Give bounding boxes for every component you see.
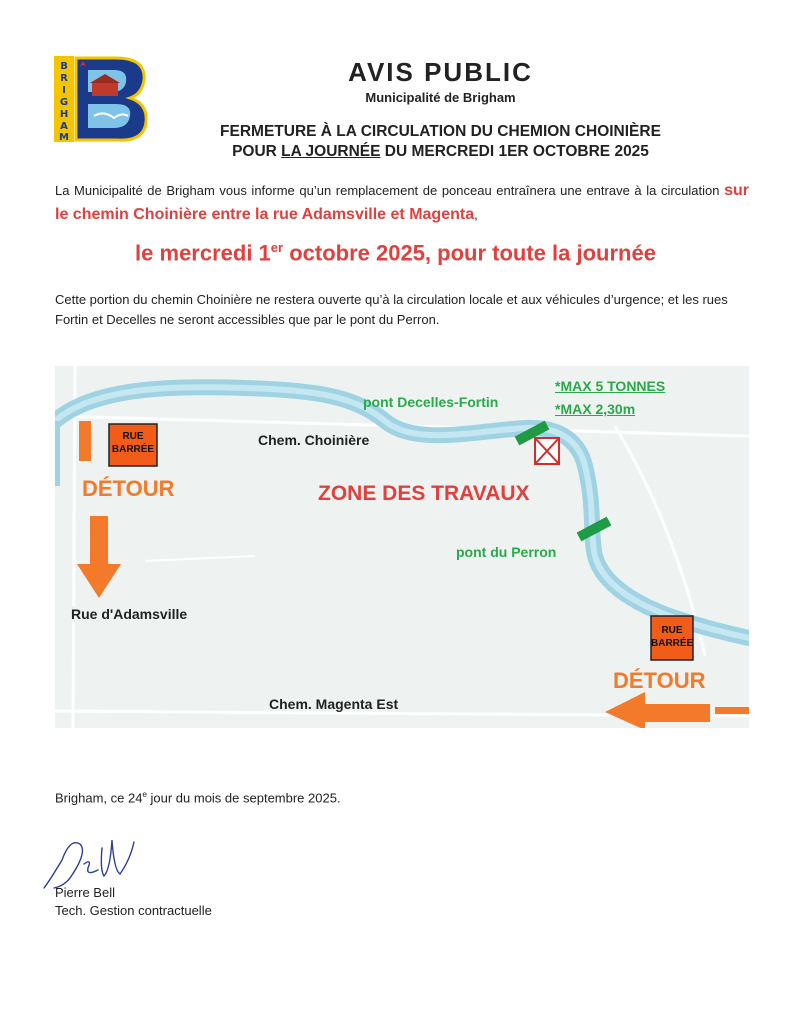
svg-text:G: G: [59, 97, 69, 108]
date-post: octobre 2025, pour toute la journée: [283, 240, 656, 266]
headline-line-2-pre: POUR: [232, 143, 282, 160]
closing-line: [55, 790, 341, 805]
date-sup: er: [270, 240, 284, 255]
svg-text:M: M: [59, 132, 69, 142]
road-block-line-2: BARRÉE: [651, 638, 694, 649]
pont-perron-label: pont du Perron: [456, 544, 557, 560]
detour-label-right: DÉTOUR: [613, 668, 706, 693]
detour-map: [55, 366, 749, 728]
intro-paragraph: [55, 179, 749, 227]
chem-magenta-label: Chem. Magenta Est: [269, 696, 399, 712]
chem-choiniere-label: Chem. Choinière: [258, 432, 370, 448]
page-title: AVIS PUBLIC: [348, 57, 533, 87]
date-pre: le mercredi 1: [135, 240, 271, 266]
work-zone-label: ZONE DES TRAVAUX: [318, 482, 530, 505]
rue-adamsville-label: Rue d'Adamsville: [71, 606, 188, 622]
closing-post: jour du mois de septembre 2025.: [146, 790, 341, 806]
closure-headline: [0, 122, 791, 162]
headline-line-2-post: DU MERCREDI 1ER OCTOBRE 2025: [380, 143, 649, 160]
max-weight-label: *MAX 5 TONNES: [555, 378, 666, 394]
headline-line-1: FERMETURE À LA CIRCULATION DU CHEMION CHOINIÈRE: [220, 123, 661, 140]
road-block-line-1: RUE: [661, 625, 683, 636]
signer-title: Tech. Gestion contractuelle: [55, 903, 212, 918]
svg-text:H: H: [59, 109, 69, 120]
road-block-sign-right: [651, 624, 693, 650]
access-paragraph: Cette portion du chemin Choinière ne restera ouverte qu’à la circulation locale et aux véhicules d’urgence; et les rues Fortin et Decelles ne seront accessibles que par le pont du Perron.: [55, 292, 728, 327]
road-block-line-1: RUE: [122, 431, 144, 442]
headline-line-2: [90, 142, 791, 162]
road-block-line-2: BARRÉE: [111, 444, 155, 455]
road-block-sign-left: [109, 430, 157, 456]
max-height-label: *MAX 2,30m: [555, 401, 636, 417]
signer-name: Pierre Bell: [55, 885, 115, 900]
svg-text:R: R: [60, 73, 68, 84]
closure-date: [0, 240, 791, 266]
detour-label-left: DÉTOUR: [82, 476, 175, 501]
closing-sup: e: [142, 790, 147, 799]
intro-end: ,: [474, 207, 478, 222]
intro-highlight: sur le chemin Choinière entre la rue Adamsville et Magenta: [55, 182, 749, 223]
svg-text:I: I: [62, 85, 66, 96]
municipality-name: Municipalité de Brigham: [365, 90, 516, 105]
svg-text:A: A: [60, 121, 68, 132]
intro-text: La Municipalité de Brigham vous informe qu’un remplacement de ponceau entraînera une entrave à la circulation: [55, 183, 725, 198]
headline-underlined: LA JOURNÉE: [281, 143, 381, 160]
closing-pre: Brigham, ce 24: [55, 790, 143, 806]
svg-text:B: B: [60, 61, 68, 72]
pont-decelles-label: pont Decelles-Fortin: [363, 394, 499, 410]
